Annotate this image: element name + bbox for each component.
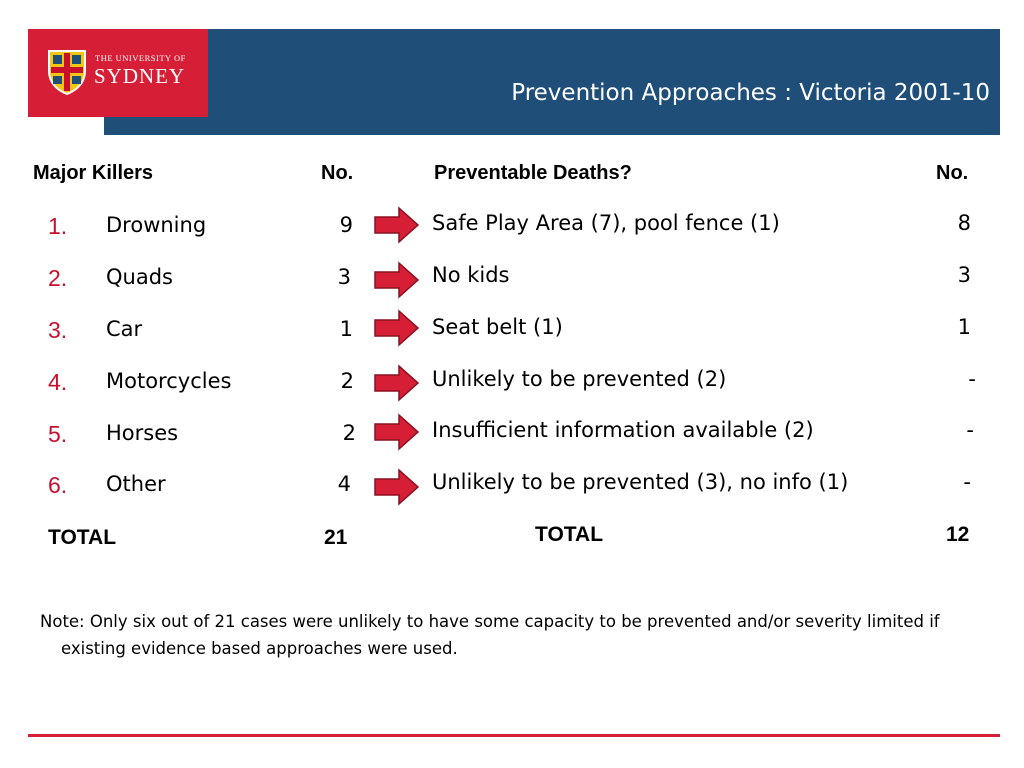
killer-label: Drowning	[106, 213, 207, 237]
preventable-label: No kids	[432, 263, 510, 287]
preventable-count: -	[963, 470, 971, 494]
preventable-count: -	[968, 367, 976, 391]
preventable-count: 3	[957, 263, 971, 287]
killer-label: Car	[106, 317, 143, 341]
killer-count: 2	[340, 369, 354, 393]
preventable-label: Safe Play Area (7), pool fence (1)	[432, 211, 780, 235]
right-arrow-icon	[373, 260, 420, 300]
preventable-count: -	[966, 418, 974, 442]
list-number: 2.	[48, 265, 68, 291]
logo-big-text: SYDNEY	[94, 64, 186, 88]
right-arrow-icon	[373, 363, 420, 403]
killer-label: Motorcycles	[106, 369, 232, 393]
right-total-label: TOTAL	[535, 523, 604, 546]
list-number: 3.	[48, 317, 68, 343]
left-total-label: TOTAL	[48, 526, 117, 549]
left-header-label: Major Killers	[33, 162, 154, 184]
right-arrow-icon	[373, 467, 420, 507]
crest-icon	[47, 47, 87, 95]
footnote: Note: Only six out of 21 cases were unlikely to have some capacity to be prevented and/or severity limited if existing evidence based approaches were used.	[40, 612, 940, 658]
list-number: 1.	[48, 213, 68, 239]
right-arrow-icon	[373, 205, 420, 245]
preventable-count: 1	[957, 315, 971, 339]
university-logo	[28, 29, 208, 117]
killer-count: 1	[339, 317, 353, 341]
preventable-label: Unlikely to be prevented (2)	[432, 367, 727, 391]
preventable-label: Seat belt (1)	[432, 315, 563, 339]
right-arrow-icon	[373, 412, 420, 452]
killer-label: Other	[106, 472, 166, 496]
list-number: 4.	[48, 369, 68, 395]
right-arrow-icon	[373, 308, 420, 348]
killer-count: 9	[339, 213, 353, 237]
right-header-label: Preventable Deaths?	[434, 162, 632, 184]
slide-title: Prevention Approaches : Victoria 2001-10	[511, 80, 990, 106]
preventable-label: Insufficient information available (2)	[432, 418, 814, 442]
killer-count: 4	[337, 472, 351, 496]
killer-count: 2	[342, 421, 356, 445]
list-number: 6.	[48, 472, 68, 498]
logo-small-text: THE UNIVERSITY OF	[95, 53, 186, 63]
footer-divider	[28, 734, 1000, 737]
right-total-value: 12	[946, 523, 970, 546]
killer-count: 3	[337, 265, 351, 289]
preventable-count: 8	[957, 211, 971, 235]
killer-label: Horses	[106, 421, 179, 445]
left-total-value: 21	[324, 526, 348, 549]
preventable-label: Unlikely to be prevented (3), no info (1)	[432, 470, 849, 494]
right-header-no: No.	[936, 162, 969, 184]
killer-label: Quads	[106, 265, 173, 289]
list-number: 5.	[48, 421, 68, 447]
left-header-no: No.	[321, 162, 354, 184]
